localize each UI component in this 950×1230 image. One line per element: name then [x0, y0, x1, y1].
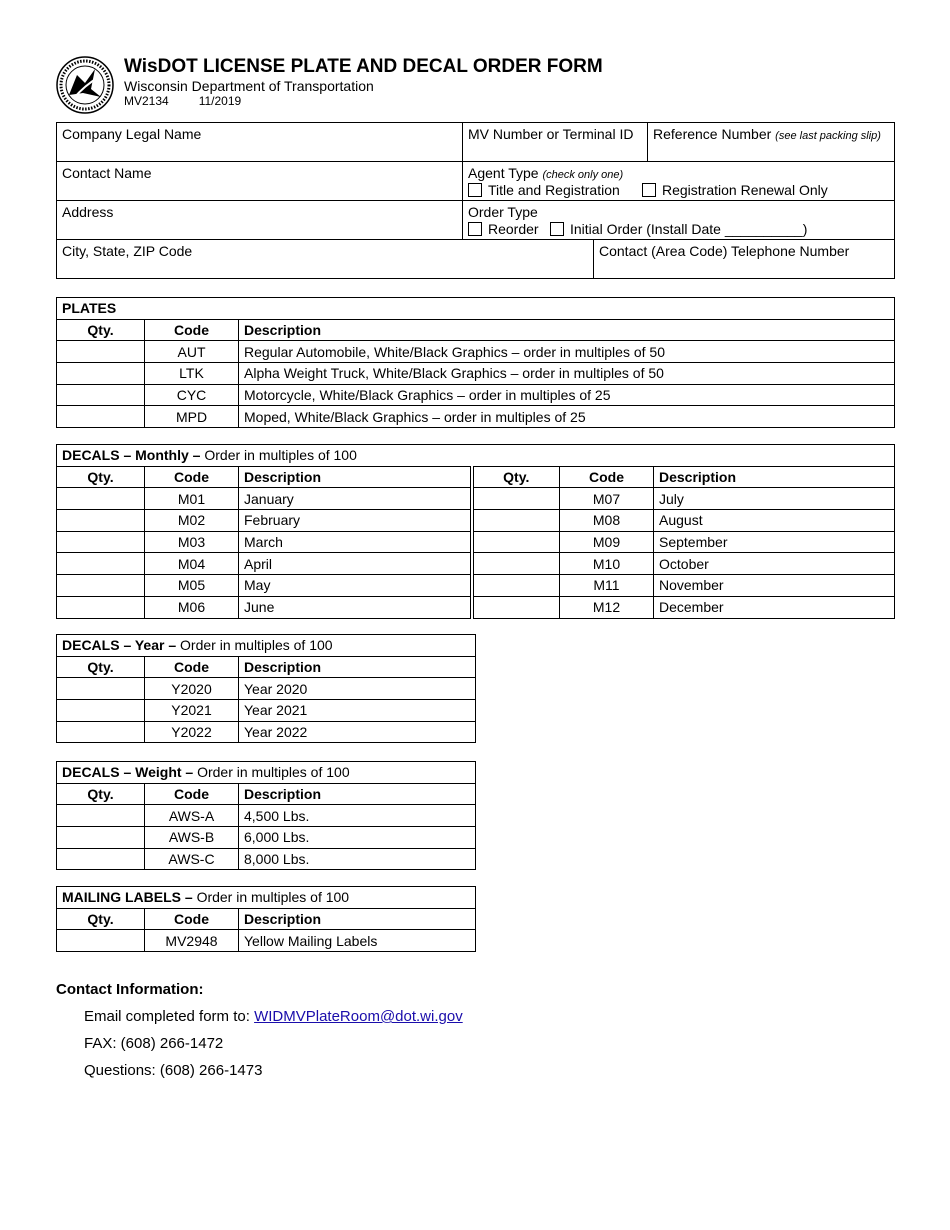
city-state-zip-field[interactable] — [57, 240, 594, 278]
table-row — [57, 384, 895, 406]
qty-header: Qty. — [57, 908, 145, 930]
table-row — [57, 721, 476, 743]
form-title: WisDOT LICENSE PLATE AND DECAL ORDER FORM — [124, 56, 603, 77]
qty-input-cell[interactable] — [57, 596, 145, 618]
reference-number-label: Reference Number (see last packing slip) — [653, 126, 881, 142]
monthly-decals-table — [56, 444, 895, 619]
table-row — [57, 678, 476, 700]
qty-input-cell[interactable] — [57, 848, 145, 870]
qty-input-cell[interactable] — [57, 721, 145, 743]
qty-input-cell[interactable] — [57, 805, 145, 827]
code-header: Code — [145, 319, 239, 341]
description-cell: November — [654, 575, 895, 597]
description-cell: October — [654, 553, 895, 575]
agent-type-group — [463, 162, 894, 201]
qty-input-cell[interactable] — [57, 678, 145, 700]
labels-title: MAILING LABELS – Order in multiples of 100 — [57, 887, 476, 909]
description-cell: Alpha Weight Truck, White/Black Graphics – order in multiples of 50 — [239, 363, 895, 385]
table-row — [57, 531, 895, 553]
table-row — [57, 827, 476, 849]
address-label: Address — [62, 204, 114, 220]
applicant-info-box — [56, 122, 895, 279]
code-cell: AWS-B — [145, 827, 239, 849]
table-row — [57, 700, 476, 722]
code-cell: M02 — [145, 510, 239, 532]
code-cell: MPD — [145, 406, 239, 428]
qty-input-cell[interactable] — [57, 363, 145, 385]
year-decals-table — [56, 634, 476, 743]
company-legal-name-label: Company Legal Name — [62, 126, 202, 142]
mv-number-field[interactable] — [463, 123, 648, 162]
checkbox[interactable] — [642, 183, 656, 197]
agent-type-label: Agent Type (check only one) — [468, 165, 624, 181]
code-cell: Y2022 — [145, 721, 239, 743]
weight-decals-table — [56, 761, 476, 870]
code-cell: CYC — [145, 384, 239, 406]
telephone-label: Contact (Area Code) Telephone Number — [599, 243, 850, 259]
description-cell: June — [239, 596, 472, 618]
plates-title: PLATES — [57, 298, 895, 320]
code-cell: LTK — [145, 363, 239, 385]
agent-option-renewal-only[interactable]: Registration Renewal Only — [642, 182, 828, 198]
email-line — [84, 1008, 463, 1025]
code-cell: M01 — [145, 488, 239, 510]
qty-input-cell[interactable] — [57, 384, 145, 406]
description-header: Description — [239, 783, 476, 805]
description-cell: December — [654, 596, 895, 618]
form-number-line — [124, 94, 271, 108]
agent-type-note: (check only one) — [542, 169, 624, 181]
qty-input-cell[interactable] — [57, 575, 145, 597]
description-header: Description — [239, 466, 472, 488]
description-cell: August — [654, 510, 895, 532]
description-cell: 4,500 Lbs. — [239, 805, 476, 827]
code-cell: AWS-A — [145, 805, 239, 827]
description-cell: September — [654, 531, 895, 553]
description-cell: March — [239, 531, 472, 553]
description-cell: Year 2020 — [239, 678, 476, 700]
description-header: Description — [654, 466, 895, 488]
qty-input-cell[interactable] — [57, 930, 145, 952]
qty-header: Qty. — [57, 319, 145, 341]
table-row — [57, 575, 895, 597]
code-cell: M09 — [560, 531, 654, 553]
description-cell: Motorcycle, White/Black Graphics – order in multiples of 25 — [239, 384, 895, 406]
company-legal-name-field[interactable] — [57, 123, 463, 162]
qty-input-cell[interactable] — [57, 827, 145, 849]
code-cell: AWS-C — [145, 848, 239, 870]
form-date: 11/2019 — [198, 94, 242, 108]
checkbox[interactable] — [468, 222, 482, 236]
qty-input-cell[interactable] — [472, 596, 560, 618]
qty-input-cell[interactable] — [472, 575, 560, 597]
order-type-group — [463, 201, 894, 240]
email-link[interactable]: WIDMVPlateRoom@dot.wi.gov — [254, 1008, 463, 1025]
qty-input-cell[interactable] — [472, 553, 560, 575]
code-cell: MV2948 — [145, 930, 239, 952]
qty-input-cell[interactable] — [57, 341, 145, 363]
code-cell: M11 — [560, 575, 654, 597]
qty-input-cell[interactable] — [57, 531, 145, 553]
code-cell: M10 — [560, 553, 654, 575]
agent-option-title-registration[interactable]: Title and Registration — [468, 182, 620, 198]
code-cell: M08 — [560, 510, 654, 532]
description-cell: July — [654, 488, 895, 510]
qty-input-cell[interactable] — [57, 553, 145, 575]
table-row — [57, 596, 895, 618]
code-cell: M04 — [145, 553, 239, 575]
contact-heading: Contact Information: — [56, 981, 204, 998]
table-row — [57, 930, 476, 952]
reference-number-field[interactable] — [648, 123, 894, 162]
address-field[interactable] — [57, 201, 463, 240]
questions-line: Questions: (608) 266-1473 — [84, 1062, 263, 1079]
description-header: Description — [239, 908, 476, 930]
qty-input-cell[interactable] — [57, 488, 145, 510]
description-cell: 6,000 Lbs. — [239, 827, 476, 849]
fax-line: FAX: (608) 266-1472 — [84, 1035, 224, 1052]
mailing-labels-table — [56, 886, 476, 952]
qty-header: Qty. — [472, 466, 560, 488]
table-row — [57, 848, 476, 870]
code-cell: M05 — [145, 575, 239, 597]
code-header: Code — [145, 466, 239, 488]
code-cell: M12 — [560, 596, 654, 618]
qty-header: Qty. — [57, 466, 145, 488]
qty-input-cell[interactable] — [57, 406, 145, 428]
table-row — [57, 510, 895, 532]
code-cell: Y2020 — [145, 678, 239, 700]
email-prefix: Email completed form to: — [84, 1008, 250, 1025]
description-header: Description — [239, 319, 895, 341]
checkbox[interactable] — [550, 222, 564, 236]
order-type-label: Order Type — [468, 204, 538, 220]
telephone-field[interactable] — [594, 240, 894, 278]
table-row — [57, 805, 476, 827]
table-row — [57, 488, 895, 510]
form-number: MV2134 — [124, 94, 169, 108]
reference-note: (see last packing slip) — [775, 130, 881, 142]
description-header: Description — [239, 656, 476, 678]
code-header: Code — [145, 656, 239, 678]
qty-input-cell[interactable] — [57, 700, 145, 722]
table-row — [57, 553, 895, 575]
description-cell: Regular Automobile, White/Black Graphics – order in multiples of 50 — [239, 341, 895, 363]
description-cell: May — [239, 575, 472, 597]
checkbox[interactable] — [468, 183, 482, 197]
weight-title: DECALS – Weight – Order in multiples of 100 — [57, 762, 476, 784]
department-name: Wisconsin Department of Transportation — [124, 78, 374, 94]
city-state-zip-label: City, State, ZIP Code — [62, 243, 193, 259]
order-option-reorder[interactable]: Reorder — [468, 221, 539, 237]
description-cell: 8,000 Lbs. — [239, 848, 476, 870]
mv-number-label: MV Number or Terminal ID — [468, 126, 634, 142]
code-header: Code — [560, 466, 654, 488]
code-cell: M06 — [145, 596, 239, 618]
table-row — [57, 406, 895, 428]
table-row — [57, 363, 895, 385]
wisdot-seal-logo — [55, 55, 115, 115]
order-option-initial[interactable]: Initial Order (Install Date __________) — [550, 221, 807, 237]
qty-input-cell[interactable] — [472, 531, 560, 553]
code-cell: M03 — [145, 531, 239, 553]
description-cell: Year 2021 — [239, 700, 476, 722]
table-row — [57, 341, 895, 363]
code-header: Code — [145, 908, 239, 930]
plates-table — [56, 297, 895, 428]
contact-name-label: Contact Name — [62, 165, 152, 181]
description-cell: Year 2022 — [239, 721, 476, 743]
qty-header: Qty. — [57, 656, 145, 678]
contact-name-field[interactable] — [57, 162, 463, 201]
qty-input-cell[interactable] — [472, 488, 560, 510]
year-title: DECALS – Year – Order in multiples of 100 — [57, 635, 476, 657]
code-cell: AUT — [145, 341, 239, 363]
description-cell: Yellow Mailing Labels — [239, 930, 476, 952]
description-cell: Moped, White/Black Graphics – order in multiples of 25 — [239, 406, 895, 428]
qty-input-cell[interactable] — [57, 510, 145, 532]
monthly-title: DECALS – Monthly – Order in multiples of 100 — [57, 445, 895, 467]
qty-input-cell[interactable] — [472, 510, 560, 532]
qty-header: Qty. — [57, 783, 145, 805]
code-header: Code — [145, 783, 239, 805]
description-cell: February — [239, 510, 472, 532]
code-cell: Y2021 — [145, 700, 239, 722]
description-cell: January — [239, 488, 472, 510]
code-cell: M07 — [560, 488, 654, 510]
description-cell: April — [239, 553, 472, 575]
